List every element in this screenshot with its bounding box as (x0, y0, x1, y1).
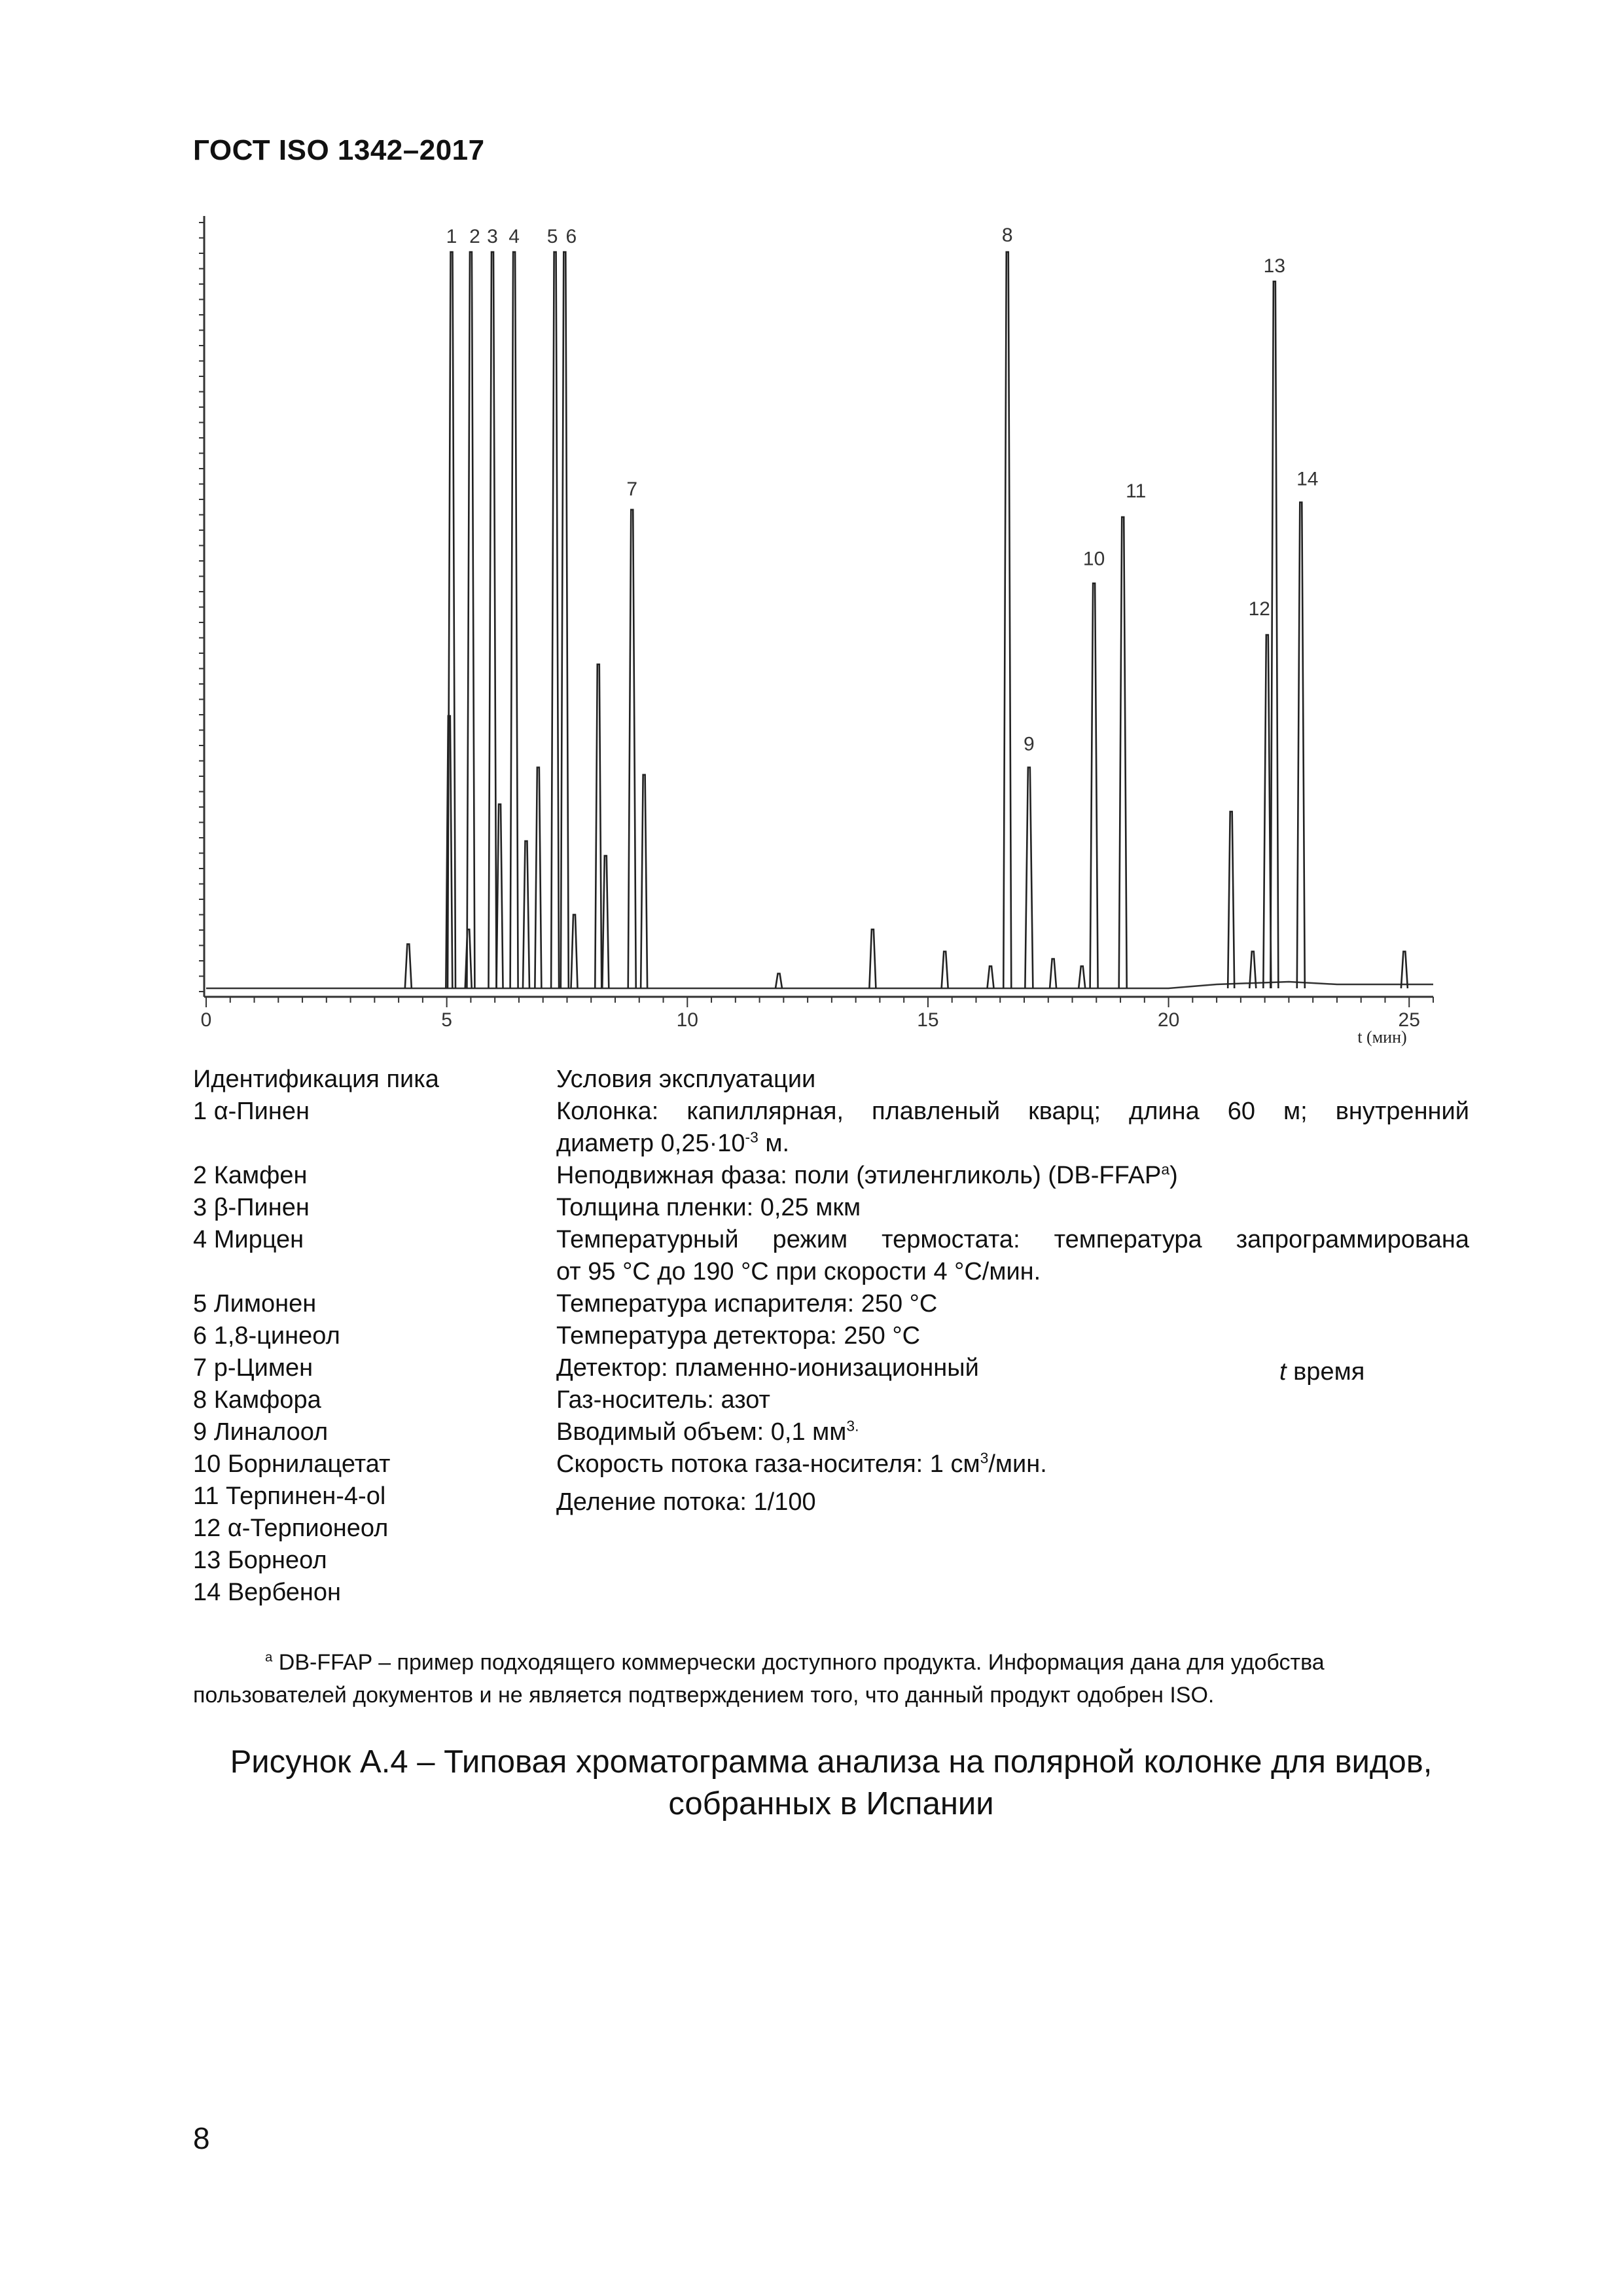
minor-peak (641, 775, 647, 988)
minor-peak (988, 966, 994, 988)
condition-stationary-phase: Неподвижная фаза: поли (этиленгликоль) (DB-FFAP$^a$) (556, 1160, 1178, 1189)
peak-item: 2 Камфен (193, 1162, 308, 1189)
x-tick-label: 10 (676, 1009, 698, 1031)
peak-label: 8 (1001, 224, 1013, 246)
peak-label: 11 (1126, 480, 1147, 502)
minor-peak (1050, 959, 1056, 988)
condition-detector: Детектор: пламенно-ионизационный (556, 1354, 979, 1382)
peak-item: 1 α-Пинен (193, 1098, 310, 1125)
peak-identification-list (193, 1064, 439, 1609)
spacer (193, 1128, 439, 1160)
chromatogram-chart (177, 203, 1459, 1067)
condition-volume: Вводимый объем: 0,1 $мм^{3.}$ (556, 1417, 859, 1446)
peak (551, 252, 559, 988)
operating-conditions (556, 1064, 1469, 1518)
condition-detector-temp: Температура детектора: 250 °С (556, 1322, 921, 1350)
footnote-text: DB-FFAP – пример подходящего коммерчески доступного продукта. Информация дана для удобства пользователей документов и не является подтверждением того, что данный продукт одобрен ISO. (193, 1650, 1325, 1708)
peak-label: 9 (1024, 733, 1035, 755)
x-tick-label: 0 (200, 1009, 212, 1031)
x-axis-label: t (мин) (1357, 1028, 1407, 1047)
condition-column: Колонка: капиллярная, плавленый кварц; длина 60 м; внутренний (556, 1098, 1469, 1125)
peak-label: 12 (1248, 598, 1271, 620)
peak (510, 252, 518, 988)
figure-caption: Рисунок А.4 – Типовая хроматограмма анализа на полярной колонке для видов, собранных в Испании (230, 1744, 1433, 1821)
document-header: ГОСТ ISO 1342–2017 (193, 134, 485, 166)
peak (628, 510, 636, 988)
footnote (193, 1646, 1469, 1712)
peak-item: 3 β-Пинен (193, 1194, 310, 1221)
minor-peak (571, 915, 578, 989)
x-tick-label: 25 (1398, 1009, 1420, 1031)
peak-label: 1 (446, 226, 457, 247)
chart-trace (206, 252, 1433, 988)
x-tick-label: 15 (917, 1009, 939, 1031)
minor-peak (776, 974, 782, 989)
spacer (193, 1256, 439, 1288)
peak (1270, 281, 1278, 988)
peak-item: 11 Терпинен-4-ol (193, 1482, 386, 1510)
peak-item: 4 Мирцен (193, 1226, 304, 1253)
peak (1090, 583, 1098, 988)
peak (1025, 768, 1033, 989)
peak (489, 252, 497, 988)
peak-label: 14 (1296, 468, 1319, 490)
peak-item: 8 Камфора (193, 1386, 321, 1414)
footnote-marker: a (265, 1650, 273, 1665)
peak-labels (446, 224, 1319, 755)
peak-label: 4 (508, 226, 520, 247)
x-tick-label: 20 (1157, 1009, 1180, 1031)
minor-peak (869, 929, 876, 988)
minor-peak (405, 944, 412, 989)
peak-label: 10 (1082, 548, 1105, 570)
time-legend: t время (1279, 1358, 1365, 1386)
condition-column-diameter: диаметр $0,25\cdot 10^{-3}$ м. (556, 1128, 790, 1157)
peak-label: 3 (487, 226, 498, 247)
minor-peak (1401, 952, 1408, 988)
condition-film: Толщина пленки: 0,25 мкм (556, 1194, 861, 1221)
minor-peak (523, 841, 529, 988)
peak (1119, 517, 1127, 988)
condition-flow: Скорость потока газа-носителя: 1 $см^3$/мин. (556, 1449, 1047, 1478)
peak-label: 13 (1263, 255, 1286, 277)
peak-item: 12 α-Терпионеол (193, 1515, 389, 1542)
minor-peak (535, 768, 541, 989)
minor-peak (595, 664, 601, 988)
minor-peak (942, 952, 948, 988)
peak-item: 10 Борнилацетат (193, 1450, 391, 1478)
peak-identification-title: Идентификация пика (193, 1066, 439, 1093)
peak (467, 252, 474, 988)
condition-split: Деление потока: 1/100 (556, 1488, 816, 1516)
minor-peak (602, 856, 609, 989)
peak-item: 14 Вербенон (193, 1579, 342, 1606)
peak-item: 6 1,8-цинеол (193, 1322, 340, 1350)
peak-label: 7 (626, 478, 638, 500)
peak-item: 7 p-Цимен (193, 1354, 313, 1382)
condition-carrier-gas: Газ-носитель: азот (556, 1386, 770, 1414)
peak-label: 5 (546, 226, 558, 247)
peak (1003, 252, 1011, 988)
x-tick-label: 5 (441, 1009, 452, 1031)
peak-label: 6 (565, 226, 577, 247)
conditions-title: Условия эксплуатации (556, 1066, 816, 1093)
minor-peak (1228, 812, 1234, 988)
peak (1297, 503, 1305, 989)
condition-oven: Температурный режим термостата: температура запрограммирована (556, 1226, 1469, 1253)
peak-label: 2 (469, 226, 480, 247)
peak-item: 5 Лимонен (193, 1290, 317, 1318)
minor-peak (497, 804, 503, 988)
peak-item: 9 Линалоол (193, 1418, 329, 1446)
peak (561, 252, 569, 988)
tick-labels (201, 1009, 1420, 1031)
peak-item: 13 Борнеол (193, 1547, 327, 1574)
condition-injector-temp: Температура испарителя: 250 °С (556, 1290, 938, 1318)
minor-peak (1079, 966, 1085, 988)
page-number: 8 (193, 2121, 210, 2155)
condition-oven-rate: от 95 °С до 190 °С при скорости 4 °С/мин. (556, 1258, 1041, 1285)
